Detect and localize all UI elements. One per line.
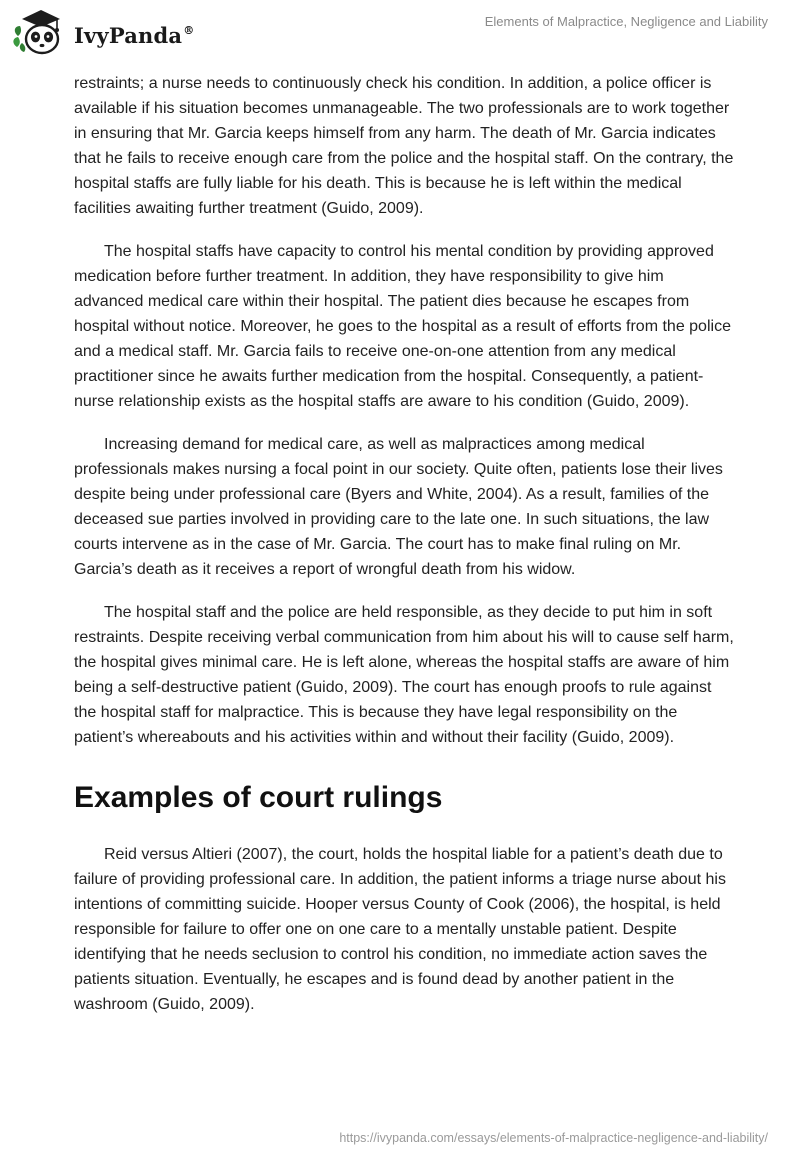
- paragraph: Reid versus Altieri (2007), the court, holds the hospital liable for a patient’s death due to failure of providing professional care. In addition, the patient informs a triage nurse about his intentions of committing suicide. Hooper versus County of Cook (2006), the hospital, is held responsible for failure to offer one on one care to a mentally unstable patient. Despite identifying that he needs seclusion to control his condition, no immediate action saves the patients situation. Eventually, he escapes and is found dead by another patient in the washroom (Guido, 2009).: [74, 846, 726, 1013]
- paragraph: The hospital staffs have capacity to control his mental condition by providing approved medication before further treatment. In addition, they have responsibility to give him advanced medical care within their hospital. The patient dies because he escapes from hospital without notice. Moreover, he goes to the hospital as a result of efforts from the police and a medical staff. Mr. Garcia fails to receive one-on-one attention from any medical practitioner since he awaits further medication from the hospital. Consequently, a patient- nurse relationship exists as the hospital staffs are aware to his condition (Guido, 2009).: [74, 243, 731, 410]
- ivypanda-logo[interactable]: [12, 6, 194, 58]
- registered-mark: ®: [183, 23, 195, 37]
- brand-name: IvyPanda®: [74, 22, 195, 48]
- paragraph: The hospital staff and the police are held responsible, as they decide to put him in soft restraints. Despite receiving verbal communication from him about his will to cause self harm, the hospital gives minimal care. He is left alone, whereas the hospital staffs are aware of him being a self-destructive patient (Guido, 2009). The court has enough proofs to rule against the hospital staff for malpractice. This is because they have legal responsibility on the patient’s whereabouts and his activities within and without their facility (Guido, 2009).: [74, 604, 734, 746]
- paragraph: Increasing demand for medical care, as well as malpractices among medical professionals makes nursing a focal point in our society. Quite often, patients lose their lives despite being under professional care (Byers and White, 2004). As a result, families of the deceased sue parties involved in providing care to the late one. In such situations, the law courts intervene as in the case of Mr. Garcia. The court has to make final ruling on Mr. Garcia’s death as it receives a report of wrongful death from his widow.: [74, 436, 723, 578]
- panda-graduate-icon: [12, 6, 70, 58]
- paragraph: restraints; a nurse needs to continuously check his condition. In addition, a police officer is available if his situation becomes unmanageable. The two professionals are to work together in ensuring that Mr. Garcia keeps himself from any harm. The death of Mr. Garcia indicates that he fails to receive enough care from the police and the hospital staff. On the contrary, the hospital staffs are fully liable for his death. This is because he is left within the medical facilities awaiting further treatment (Guido, 2009).: [74, 75, 734, 217]
- page-header: [0, 0, 800, 72]
- section-heading: Examples of court rulings: [74, 781, 443, 814]
- source-url[interactable]: https://ivypanda.com/essays/elements-of-malpractice-negligence-and-liability/: [339, 1131, 768, 1145]
- essay-body: [74, 71, 734, 1035]
- document-title: Elements of Malpractice, Negligence and Liability: [484, 14, 768, 29]
